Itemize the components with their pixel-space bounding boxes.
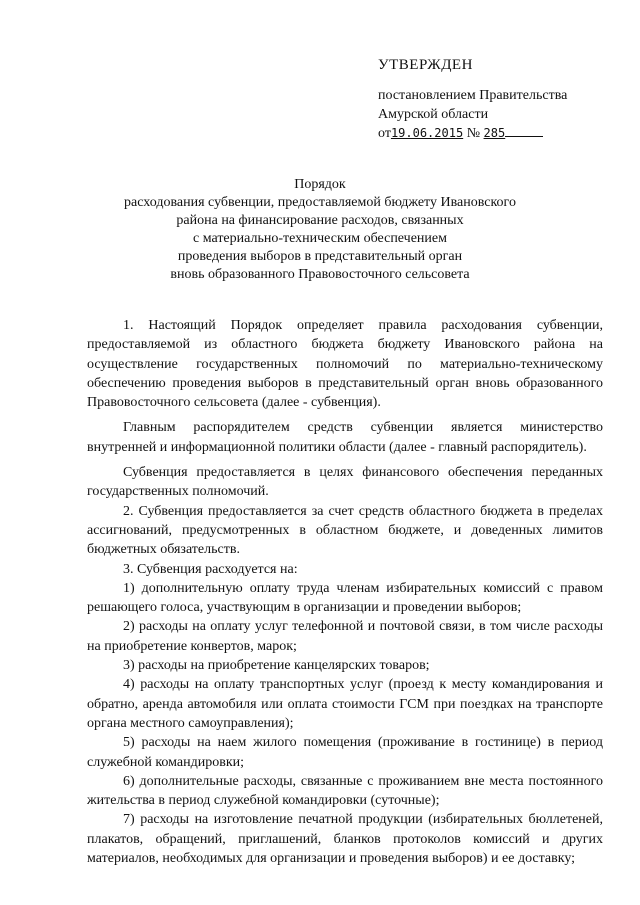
- approval-line-1: постановлением Правительства: [378, 88, 568, 103]
- heading-line: проведения выборов в представительный орган: [177, 249, 463, 264]
- paragraph: Субвенция предоставляется в целях финансового обеспечения переданных государственных полномочий.: [87, 465, 603, 500]
- list-item: 3) расходы на приобретение канцелярских товаров;: [123, 658, 430, 674]
- document-heading: [90, 176, 550, 284]
- heading-line: вновь образованного Правовосточного сельсовета: [170, 267, 470, 282]
- paragraph: 3. Субвенция расходуется на:: [123, 561, 298, 577]
- approval-stamp: [378, 56, 618, 143]
- approval-date: 19.06.2015: [390, 126, 464, 140]
- list-item: 7) расходы на изготовление печатной продукции (избирательных бюллетеней, плакатов, обращений, приглашений, бланков протоколов комиссий и других материалов, необходимых для организации и проведения выборов) и ее доставку;: [87, 812, 603, 867]
- paragraph: Главным распорядителем средств субвенции является министерство внутренней и информационной политики области (далее - главный распорядитель).: [87, 420, 603, 455]
- number-prefix: №: [466, 126, 481, 141]
- list-item: 5) расходы на наем жилого помещения (проживание в гостинице) в период служебной командировки;: [87, 735, 603, 770]
- date-prefix: от: [378, 126, 391, 141]
- approval-line-2: Амурской области: [378, 107, 489, 122]
- list-item: 6) дополнительные расходы, связанные с проживанием вне места постоянного жительства в период служебной командировки (суточные);: [87, 773, 603, 809]
- approval-date-line: [378, 124, 618, 143]
- list-item: 2) расходы на оплату услуг телефонной и почтовой связи, в том числе расходы на приобретение конвертов, марок;: [87, 619, 603, 654]
- document-body: [87, 316, 603, 868]
- list-item: 1) дополнительную оплату труда членам избирательных комиссий с правом решающего голоса, участвующим в организации и проведении выборов;: [87, 580, 603, 616]
- approval-number: 285: [483, 126, 506, 140]
- heading-line: с материально-техническим обеспечением: [192, 231, 447, 246]
- heading-line: расходования субвенции, предоставляемой бюджету Ивановского: [124, 195, 516, 210]
- approval-title: УТВЕРЖДЕН: [378, 57, 473, 73]
- heading-line: района на финансирование расходов, связанных: [176, 213, 464, 228]
- paragraph: 2. Субвенция предоставляется за счет средств областного бюджета в пределах ассигнований, предусмотренных в областном бюджете, и доведенных лимитов бюджетных обязательств.: [87, 503, 603, 558]
- list-item: 4) расходы на оплату транспортных услуг (проезд к месту командирования и обратно, аренда автомобиля или оплата стоимости ГСМ при поездках на транспорте органа местного самоуправления);: [87, 677, 603, 731]
- number-underline: [505, 124, 543, 137]
- heading-line: Порядок: [294, 177, 346, 192]
- paragraph: 1. Настоящий Порядок определяет правила расходования субвенции, предоставляемой из областного бюджета бюджету Ивановского района на осуществление государственных полномочий по материально-техническому обеспечению проведения выборов в представительный орган вновь образованного Правовосточного сельсовета (далее - субвенция).: [87, 318, 603, 411]
